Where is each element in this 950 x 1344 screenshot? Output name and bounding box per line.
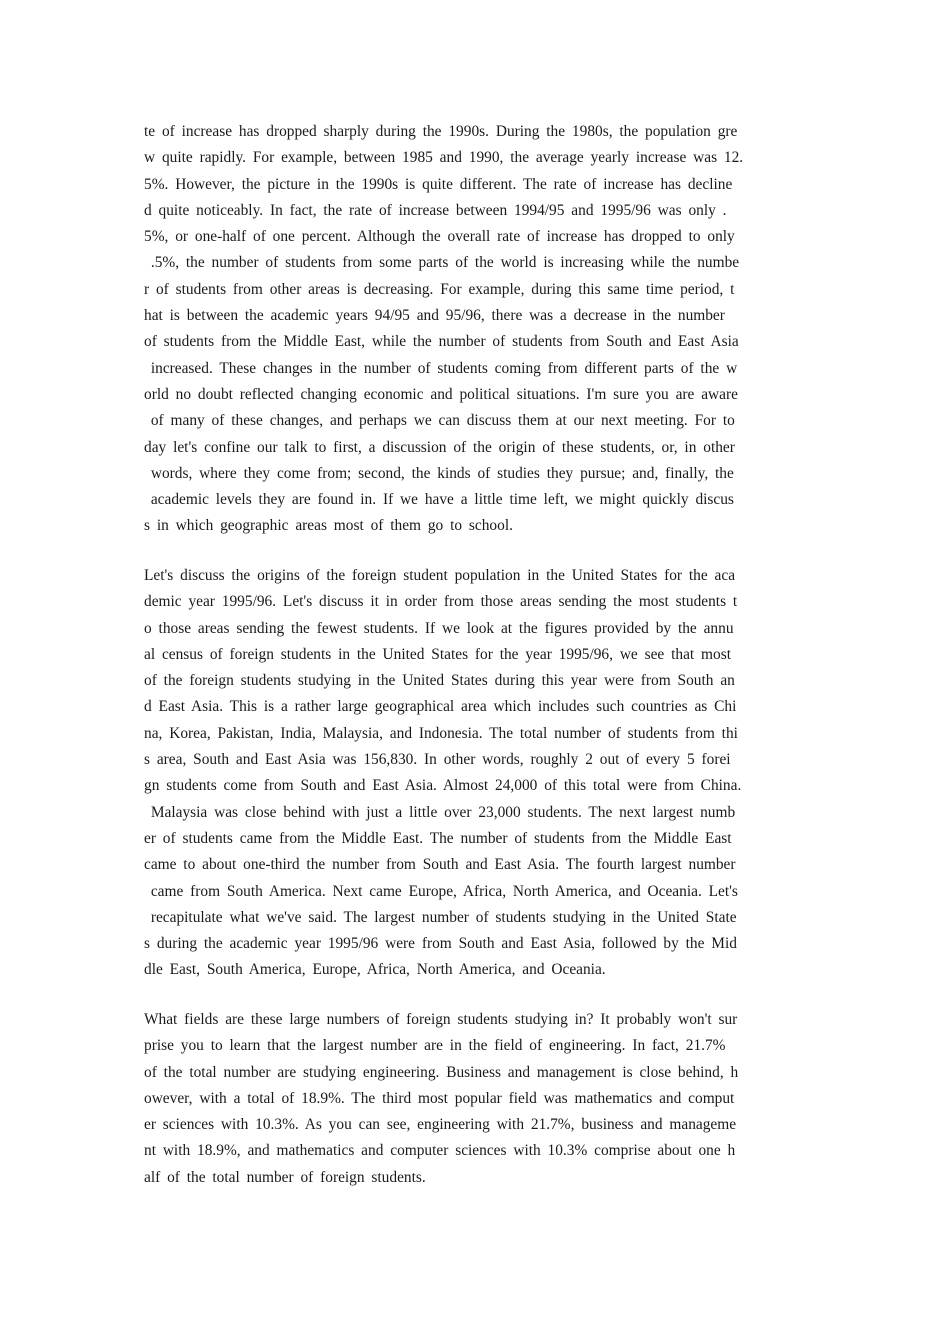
text-line: er of students came from the Middle East. The number of students from the Middle East xyxy=(144,829,732,847)
text-line: dle East, South America, Europe, Africa, North America, and Oceania. xyxy=(144,961,606,979)
text-line: recapitulate what we've said. The largest number of students studying in the United State xyxy=(144,908,737,926)
text-line: increased. These changes in the number of students coming from different parts of the w xyxy=(144,359,738,377)
text-line: came to about one-third the number from South and East Asia. The fourth largest number xyxy=(144,856,736,874)
text-line: o those areas sending the fewest students. If we look at the figures provided by the annu xyxy=(144,619,734,637)
text-line: Malaysia was close behind with just a little over 23,000 students. The next largest numb xyxy=(144,803,736,821)
text-line: gn students come from South and East Asia. Almost 24,000 of this total were from China. xyxy=(144,777,742,795)
text-line: demic year 1995/96. Let's discuss it in order from those areas sending the most students t xyxy=(144,593,738,611)
text-line: words, where they come from; second, the kinds of studies they pursue; and, finally, the xyxy=(144,464,734,482)
text-line: d East Asia. This is a rather large geographical area which includes such countries as Chi xyxy=(144,698,737,716)
text-line: of many of these changes, and perhaps we can discuss them at our next meeting. For to xyxy=(144,412,735,430)
text-line: r of students from other areas is decreasing. For example, during this same time period, t xyxy=(144,280,735,298)
text-line: of the total number are studying engineering. Business and management is close behind, h xyxy=(144,1063,739,1081)
text-line: 5%. However, the picture in the 1990s is quite different. The rate of increase has decline xyxy=(144,175,733,193)
text-line: owever, with a total of 18.9%. The third most popular field was mathematics and comput xyxy=(144,1089,735,1107)
paragraph-student-origins xyxy=(144,563,824,984)
text-line: s in which geographic areas most of them go to school. xyxy=(144,517,513,535)
text-line: s during the academic year 1995/96 were from South and East Asia, followed by the Mid xyxy=(144,935,737,953)
text-line: nt with 18.9%, and mathematics and computer sciences with 10.3% comprise about one h xyxy=(144,1142,736,1160)
text-line: 5%, or one-half of one percent. Although the overall rate of increase has dropped to only xyxy=(144,228,735,246)
text-line: academic levels they are found in. If we have a little time left, we might quickly discus xyxy=(144,491,734,509)
text-line: came from South America. Next came Europe, Africa, North America, and Oceania. Let's xyxy=(144,882,738,900)
text-line: orld no doubt reflected changing economic and political situations. I'm sure you are aware xyxy=(144,385,738,403)
text-line: te of increase has dropped sharply during the 1990s. During the 1980s, the population gre xyxy=(144,123,738,140)
text-line: er sciences with 10.3%. As you can see, engineering with 21.7%, business and manageme xyxy=(144,1116,737,1134)
text-line: al census of foreign students in the United States for the year 1995/96, we see that most xyxy=(144,645,731,663)
text-line: d quite noticeably. In fact, the rate of increase between 1994/95 and 1995/96 was only . xyxy=(144,201,727,219)
text-line: prise you to learn that the largest number are in the field of engineering. In fact, 21.7% xyxy=(144,1037,726,1055)
paragraph-enrollment-trends xyxy=(144,119,824,540)
text-line: of students from the Middle East, while the number of students from South and East Asia xyxy=(144,333,739,351)
text-line: .5%, the number of students from some parts of the world is increasing while the numbe xyxy=(144,254,740,272)
text-line: Let's discuss the origins of the foreign student population in the United States for the aca xyxy=(144,567,736,584)
text-line: day let's confine our talk to first, a discussion of the origin of these students, or, in other xyxy=(144,438,735,456)
text-line: hat is between the academic years 94/95 and 95/96, there was a decrease in the number xyxy=(144,307,725,325)
text-line: of the foreign students studying in the United States during this year were from South an xyxy=(144,672,735,690)
text-line: What fields are these large numbers of foreign students studying in? It probably won't sur xyxy=(144,1011,738,1028)
text-line: alf of the total number of foreign students. xyxy=(144,1168,426,1186)
text-line: na, Korea, Pakistan, India, Malaysia, and Indonesia. The total number of students from thi xyxy=(144,724,738,742)
text-line: w quite rapidly. For example, between 1985 and 1990, the average yearly increase was 12. xyxy=(144,149,744,167)
text-line: s area, South and East Asia was 156,830. In other words, roughly 2 out of every 5 forei xyxy=(144,751,731,769)
paragraph-fields-of-study xyxy=(144,1007,824,1191)
